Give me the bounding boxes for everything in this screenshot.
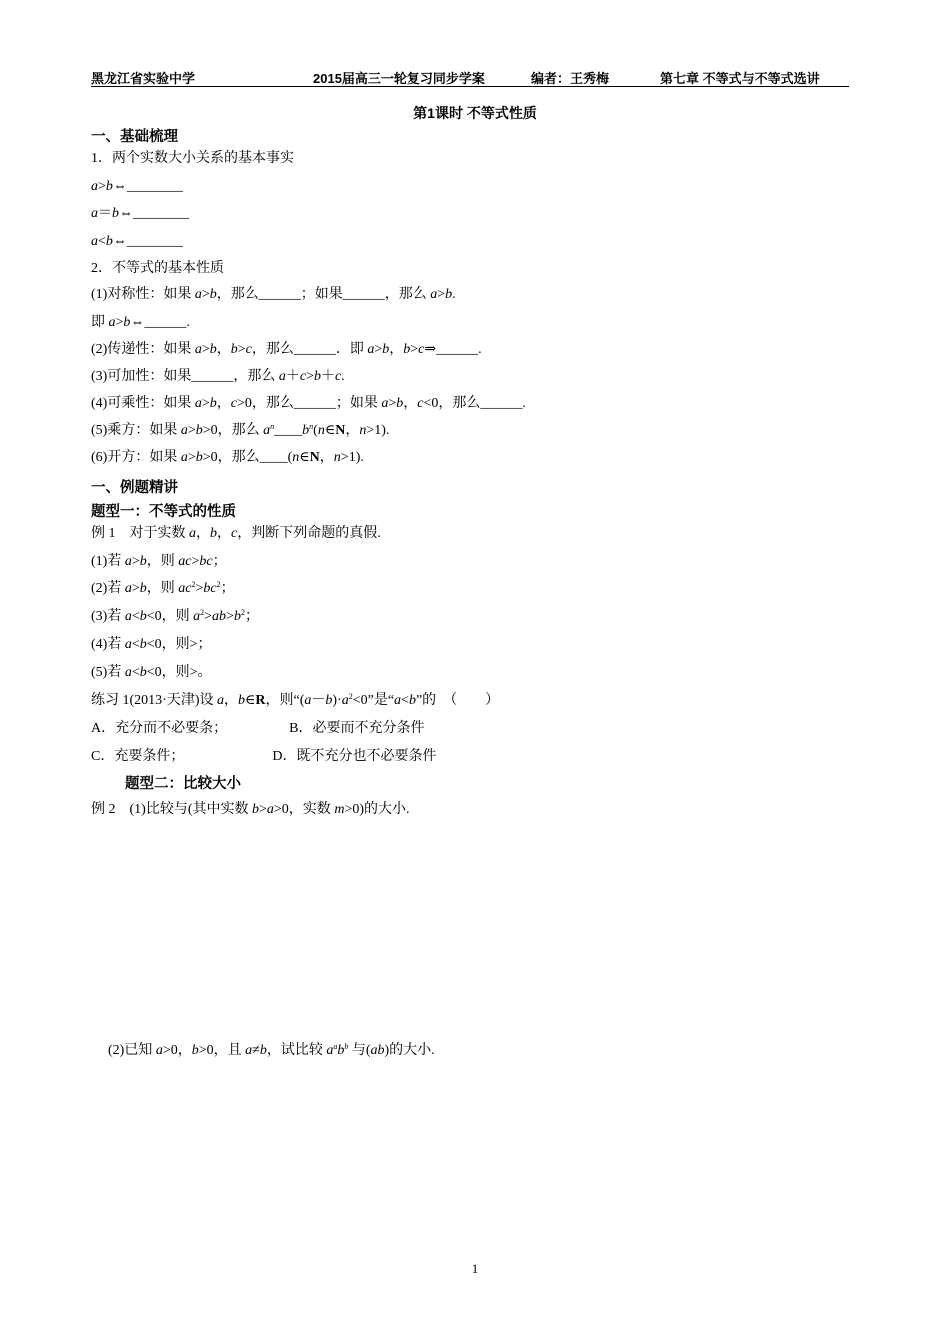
- line-ex1-1: (1)若 a>b，则 ac>bc；: [91, 554, 227, 569]
- line-prop-4: (4)可乘性：如果 a>b，c>0，那么______；如果 a>b，c<0，那么______.: [91, 396, 526, 411]
- line-choice-cd: C．充要条件； D．既不充分也不必要条件: [91, 749, 437, 764]
- page-header: [91, 68, 849, 87]
- line-ex1-5: (5)若 a<b<0，则>。: [91, 665, 212, 680]
- line-type-1: 题型一：不等式的性质: [91, 504, 236, 520]
- line-prop-6: (6)开方：如果 a>b>0，那么____(n∈N，n>1).: [91, 450, 364, 465]
- line-ex1: 例 1 对于实数 a，b，c，判断下列命题的真假.: [91, 526, 381, 541]
- line-ex1-4: (4)若 a<b<0，则>；: [91, 637, 212, 652]
- line-fact-lt: a<b⇔________: [91, 234, 183, 249]
- header-chapter: 第七章 不等式与不等式选讲: [660, 71, 820, 86]
- line-ex2-2: (2)已知 a>0，b>0，且 a≠b，试比较 $a^ab^b$ 与(ab)的大小.: [108, 1042, 435, 1058]
- line-item-1: 1．两个实数大小关系的基本事实: [91, 151, 294, 166]
- line-fact-eq: a＝b⇔________: [91, 206, 189, 221]
- header-editor: 编者：王秀梅: [531, 71, 610, 86]
- line-s2-heading: 一、例题精讲: [91, 480, 178, 496]
- header-school: 黑龙江省实验中学: [91, 71, 196, 86]
- line-item-2: 2．不等式的基本性质: [91, 261, 224, 276]
- line-ex2: 例 2 (1)比较与(其中实数 b>a>0，实数 m>0)的大小.: [91, 802, 410, 817]
- line-type-2: 题型二：比较大小: [125, 776, 241, 792]
- line-choice-ab: A．充分而不必要条； B．必要而不充分条件: [91, 721, 425, 736]
- line-prop-1b: 即 a>b⇔______.: [91, 315, 190, 330]
- line-prop-3: (3)可加性：如果______，那么 a＋c>b＋c.: [91, 369, 345, 384]
- line-prop-2: (2)传递性：如果 a>b，b>c，那么______．即 a>b，b>c⇒______.: [91, 342, 482, 357]
- line-fact-gt: a>b⇔________: [91, 179, 183, 194]
- line-prop-5: (5)乘方：如果 a>b>0，那么 $a^n\_\_\_\_b^n(n\in N$，n>1).: [91, 422, 390, 438]
- page-title: 第1课时 不等式性质: [413, 105, 537, 121]
- line-prop-1: (1)对称性：如果 a>b，那么______；如果______，那么 a>b.: [91, 287, 456, 302]
- page-number: 1: [471, 1261, 479, 1276]
- line-ex1-3: (3)若 a<b<0，则 $a^2>ab>b^2$；: [91, 608, 259, 624]
- header-course: 2015届高三一轮复习同步学案: [313, 71, 485, 86]
- line-s1-heading: 一、基础梳理: [91, 129, 178, 145]
- line-practice1: 练习 1(2013·天津)设 a，b∈R，则“$(a-b)\cdot a^2<0$”是“a<b”的 （ ）: [91, 692, 500, 708]
- line-ex1-2: (2)若 a>b，则 $ac^2>bc^2$；: [91, 580, 235, 596]
